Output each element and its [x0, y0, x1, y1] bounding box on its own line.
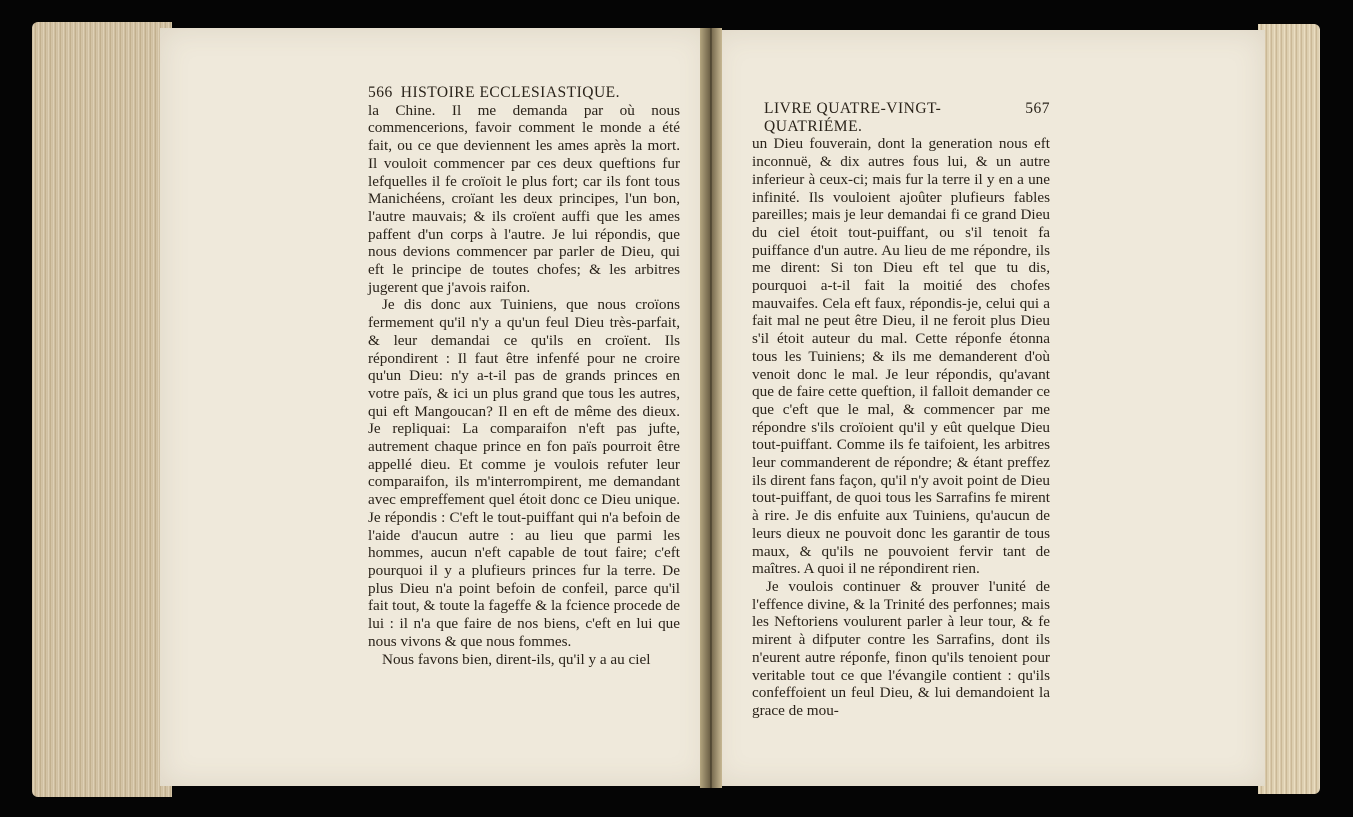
book-edge-right	[1258, 24, 1320, 794]
right-paragraph-2: Je voulois continuer & prouver l'unité de l'effence divine, & la Trinité des perfonnes; mais les Neftoriens voulurent parler à leur tour, & fe mirent à difputer contre les Sarrafins, dont ils n'eurent autre réponfe, finon qu'ils tenoient pour veritable tout ce que l'évangile contient : qu'ils confeffoient un feul Dieu, & lui demandoient la grace de mou-	[752, 577, 1050, 719]
left-paragraph-1: la Chine. Il me demanda par où nous commencerions, favoir comment le monde a été fait, ou ce que deviennent les ames après la mort. Il vouloit commencer par ces deux queftions fur lefquelles il fe croïoit le plus fort; car ils font tous Manichéens, croïant les deux principes, l'un bon, l'autre mauvais; & ils croïent auffi que les ames paffent d'un corps à l'autre. Je lui répondis, que nous devions commencer par parler de Dieu, qui eft le principe de toutes chofes; & les arbitres jugerent que j'avois raifon.	[368, 101, 680, 296]
left-page-number: 566	[368, 84, 393, 101]
book-gutter	[700, 28, 722, 788]
left-paragraph-3: Nous favons bien, dirent-ils, qu'il y a au ciel	[382, 650, 651, 668]
left-paragraph-2: Je dis donc aux Tuiniens, que nous croïons fermement qu'il n'y a qu'un feul Dieu très-parfait, & leur demandai ce qu'ils en croïent. Ils répondirent : Il faut être infenfé pour ne croire qu'un Dieu: n'y a-t-il pas de grands princes en votre païs, & ici un plus grand que tous les autres, qui eft Mangoucan? Il en eft de même des dieux. Je repliquai: La comparaifon n'eft pas jufte, autrement chaque prince en fon païs pourroit être appellé dieu. Et comme je voulois refuter leur comparaifon, ils m'interrompirent, me demandant avec empreffement quel étoit donc ce Dieu unique. Je répondis : C'eft le tout-puiffant qui n'a befoin de l'aide d'aucun autre : au lieu que parmi les hommes, aucun n'eft capable de tout faire; c'eft pourquoi il y a plufieurs princes fur la terre. De plus Dieu n'a point befoin de confeil, parce qu'il fait tout, & toute la fageffe & la fcience procede de lui : il n'a que faire de nos biens, c'eft en lui que nous vivons & que nous fommes.	[368, 296, 680, 650]
right-page-number: 567	[1025, 100, 1050, 117]
left-running-head	[368, 84, 680, 102]
right-running-head	[752, 100, 1050, 135]
book-edge-left	[32, 22, 172, 797]
right-running-title: LIVRE QUATRE-VINGT-QUATRIÉME.	[764, 100, 942, 135]
right-paragraph-1: un Dieu fouverain, dont la generation nous eft inconnuë, & dix autres fous lui, & un autre inferieur à ceux-ci; mais fur la terre il y en a une infinité. Ils vouloient ajoûter plufieurs fables pareilles; mais je leur demandai fi ce grand Dieu du ciel étoit tout-puiffant, ou s'il tenoit fa puiffance d'un autre. Au lieu de me répondre, ils me dirent: Si ton Dieu eft tel que tu dis, pourquoi a-t-il fait la moitié des chofes mauvaifes. Cela eft faux, répondis-je, celui qui a fait mal ne peut être Dieu, il ne feroit plus Dieu s'il étoit auteur du mal. Cette réponfe étonna tous les Tuiniens; & ils me demanderent d'où venoit donc le mal. Je leur répondis, qu'avant que de faire cette queftion, il falloit demander ce que c'eft que le mal, & commencer par me répondre s'ils croïoient qu'il y eût quelque Dieu tout-puiffant. Comme ils fe taifoient, les arbitres leur commanderent de répondre; & étant preffez ils dirent fans façon, qu'il n'y avoit point de Dieu tout-puiffant, de quoi tous les Sarrafins fe mirent à rire. Je dis enfuite aux Tuiniens, qu'aucun de leurs dieux ne pouvoit donc les garantir de tous maux, & qu'ils ne pouvoient fervir tant de maîtres. A quoi il ne répondirent rien.	[752, 135, 1050, 578]
left-running-title: HISTOIRE ECCLESIASTIQUE.	[400, 84, 620, 101]
right-page-text	[752, 100, 1050, 720]
left-page-text	[368, 84, 680, 668]
